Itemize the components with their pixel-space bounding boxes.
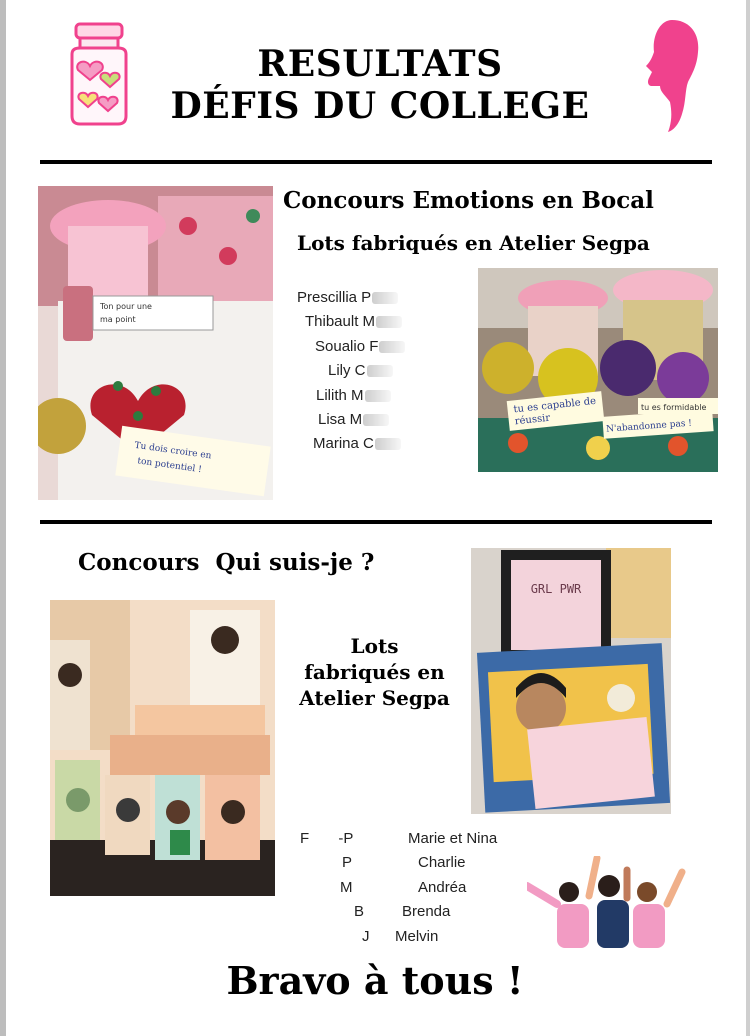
section2-subtitle-line1: Lots bbox=[350, 634, 399, 658]
section1-subtitle: Lots fabriqués en Atelier Segpa bbox=[297, 231, 650, 255]
title-line-2: DÉFIS DU COLLEGE bbox=[170, 85, 590, 127]
section1-winners bbox=[297, 286, 467, 457]
section2-subtitle-line3: Atelier Segpa bbox=[299, 686, 450, 710]
section2-title: Concours Qui suis-je ? bbox=[78, 549, 375, 576]
list-item: M Andréa bbox=[340, 878, 467, 896]
header-divider bbox=[40, 160, 712, 164]
svg-text:réussir: réussir bbox=[514, 412, 551, 428]
list-item: F -P Marie et Nina bbox=[300, 830, 498, 847]
list-item: B Brenda bbox=[354, 903, 451, 921]
section1-title: Concours Emotions en Bocal bbox=[283, 187, 654, 214]
right-border bbox=[746, 0, 750, 1036]
list-item: J Melvin bbox=[362, 927, 439, 945]
list-item: Prescillia P bbox=[297, 286, 467, 310]
svg-text:ton potentiel !: ton potentiel ! bbox=[136, 456, 203, 476]
photo-who-am-i-cards bbox=[50, 600, 275, 896]
bravo-message: Bravo à tous ! bbox=[226, 958, 524, 1003]
section2-subtitle-line2: fabriqués en bbox=[304, 660, 445, 684]
photo-grl-pwr bbox=[471, 548, 671, 814]
svg-text:Tu dois croire en: Tu dois croire en bbox=[133, 440, 212, 462]
list-item: Lilith M bbox=[297, 384, 467, 408]
celebrating-women-icon bbox=[527, 856, 687, 948]
list-item: Soualio F bbox=[297, 335, 467, 359]
photo-jar-heart bbox=[38, 186, 273, 500]
svg-text:ma point: ma point bbox=[100, 315, 136, 324]
girl-silhouette-icon bbox=[638, 16, 704, 134]
svg-text:Ton pour une: Ton pour une bbox=[100, 302, 152, 311]
section2-subtitle bbox=[282, 633, 467, 711]
list-item: Lisa M bbox=[297, 408, 467, 432]
svg-text:GRL PWR: GRL PWR bbox=[530, 582, 582, 596]
svg-text:N'abandonne pas !: N'abandonne pas ! bbox=[605, 418, 693, 435]
list-item: P Charlie bbox=[342, 854, 466, 872]
svg-text:tu es formidable: tu es formidable bbox=[641, 403, 707, 412]
left-border bbox=[0, 0, 6, 1036]
list-item: Lily C bbox=[297, 359, 467, 383]
section2-winners bbox=[290, 827, 550, 949]
svg-text:tu es capable de: tu es capable de bbox=[513, 395, 597, 416]
section-divider bbox=[40, 520, 712, 524]
list-item: Thibault M bbox=[297, 310, 467, 334]
title-line-1: RESULTATS bbox=[257, 43, 503, 85]
list-item: Marina C bbox=[297, 432, 467, 456]
photo-jars-pompoms bbox=[478, 268, 718, 472]
